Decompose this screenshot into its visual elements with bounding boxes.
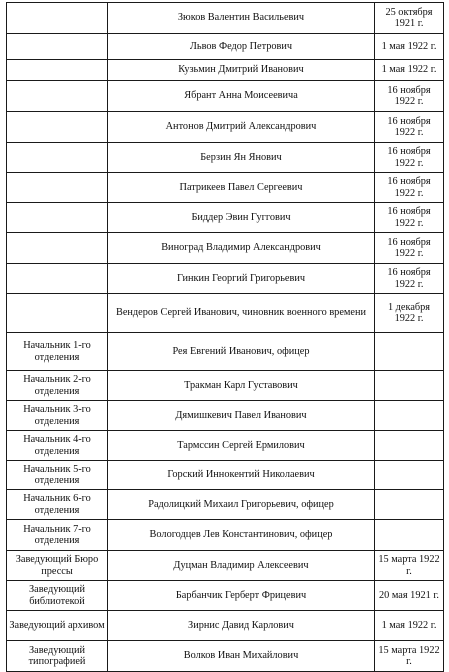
name-cell: Тармссин Сергей Ермилович — [108, 431, 375, 461]
position-cell: Заведующий типографией — [7, 641, 108, 672]
name-cell: Зирнис Давид Карлович — [108, 611, 375, 641]
position-cell: Начальник 3-го отделения — [7, 401, 108, 431]
name-cell: Горский Иннокентий Николаевич — [108, 461, 375, 490]
date-cell: 16 ноября 1922 г. — [375, 173, 444, 203]
position-cell: Начальник 6-го отделения — [7, 490, 108, 520]
position-cell: Начальник 7-го отделения — [7, 520, 108, 551]
table-row — [7, 233, 444, 264]
date-cell: 1 мая 1922 г. — [375, 60, 444, 81]
table-row — [7, 461, 444, 490]
name-cell: Берзин Ян Янович — [108, 143, 375, 173]
position-cell: Начальник 4-го отделения — [7, 431, 108, 461]
name-cell: Дуцман Владимир Алексеевич — [108, 551, 375, 581]
date-cell: 1 мая 1922 г. — [375, 34, 444, 60]
date-cell: 15 марта 1922 г. — [375, 641, 444, 672]
position-cell: Заведующий архивом — [7, 611, 108, 641]
date-cell: 16 ноября 1922 г. — [375, 233, 444, 264]
table-row — [7, 520, 444, 551]
name-cell: Вендеров Сергей Иванович, чиновник военного времени — [108, 294, 375, 333]
name-cell: Радолицкий Михаил Григорьевич, офицер — [108, 490, 375, 520]
position-cell: Начальник 5-го отделения — [7, 461, 108, 490]
position-cell — [7, 3, 108, 34]
name-cell: Виноград Владимир Александрович — [108, 233, 375, 264]
date-cell: 1 декабря 1922 г. — [375, 294, 444, 333]
table-row — [7, 60, 444, 81]
date-cell: 16 ноября 1922 г. — [375, 112, 444, 143]
table-row — [7, 294, 444, 333]
name-cell: Биддер Эвин Гуггович — [108, 203, 375, 233]
date-cell — [375, 490, 444, 520]
name-cell: Барбанчик Герберт Фрицевич — [108, 581, 375, 611]
position-cell: Начальник 2-го отделения — [7, 371, 108, 401]
date-cell — [375, 431, 444, 461]
date-cell — [375, 371, 444, 401]
position-cell — [7, 112, 108, 143]
table-row — [7, 431, 444, 461]
date-cell: 16 ноября 1922 г. — [375, 264, 444, 294]
date-cell: 15 марта 1922 г. — [375, 551, 444, 581]
table-row — [7, 581, 444, 611]
position-cell — [7, 203, 108, 233]
table-row — [7, 143, 444, 173]
date-cell: 16 ноября 1922 г. — [375, 81, 444, 112]
position-cell — [7, 264, 108, 294]
table-row — [7, 490, 444, 520]
date-cell: 20 мая 1921 г. — [375, 581, 444, 611]
position-cell: Заведующий библиотекой — [7, 581, 108, 611]
date-cell: 25 октября 1921 г. — [375, 3, 444, 34]
position-cell: Заведующий Бюро прессы — [7, 551, 108, 581]
position-cell — [7, 173, 108, 203]
name-cell: Гинкин Георгий Григорьевич — [108, 264, 375, 294]
staff-table — [6, 2, 444, 672]
table-row — [7, 173, 444, 203]
date-cell: 16 ноября 1922 г. — [375, 143, 444, 173]
table-row — [7, 401, 444, 431]
position-cell — [7, 81, 108, 112]
name-cell: Ябрант Анна Моисеевича — [108, 81, 375, 112]
table-row — [7, 112, 444, 143]
table-row — [7, 611, 444, 641]
table-row — [7, 551, 444, 581]
name-cell: Антонов Дмитрий Александрович — [108, 112, 375, 143]
position-cell — [7, 60, 108, 81]
staff-table-body — [7, 3, 444, 672]
table-row — [7, 34, 444, 60]
table-row — [7, 203, 444, 233]
date-cell — [375, 461, 444, 490]
table-row — [7, 3, 444, 34]
name-cell: Зюков Валентин Васильевич — [108, 3, 375, 34]
position-cell — [7, 233, 108, 264]
name-cell: Дямишкевич Павел Иванович — [108, 401, 375, 431]
table-row — [7, 333, 444, 371]
position-cell — [7, 34, 108, 60]
position-cell — [7, 294, 108, 333]
name-cell: Кузьмин Дмитрий Иванович — [108, 60, 375, 81]
name-cell: Львов Федор Петрович — [108, 34, 375, 60]
table-row — [7, 264, 444, 294]
table-row — [7, 81, 444, 112]
table-row — [7, 371, 444, 401]
date-cell — [375, 520, 444, 551]
date-cell — [375, 401, 444, 431]
name-cell: Вологодцев Лев Константинович, офицер — [108, 520, 375, 551]
date-cell: 16 ноября 1922 г. — [375, 203, 444, 233]
name-cell: Волков Иван Михайлович — [108, 641, 375, 672]
name-cell: Рея Евгений Иванович, офицер — [108, 333, 375, 371]
name-cell: Тракман Карл Густавович — [108, 371, 375, 401]
date-cell — [375, 333, 444, 371]
date-cell: 1 мая 1922 г. — [375, 611, 444, 641]
position-cell: Начальник 1-го отделения — [7, 333, 108, 371]
position-cell — [7, 143, 108, 173]
name-cell: Патрикеев Павел Сергеевич — [108, 173, 375, 203]
